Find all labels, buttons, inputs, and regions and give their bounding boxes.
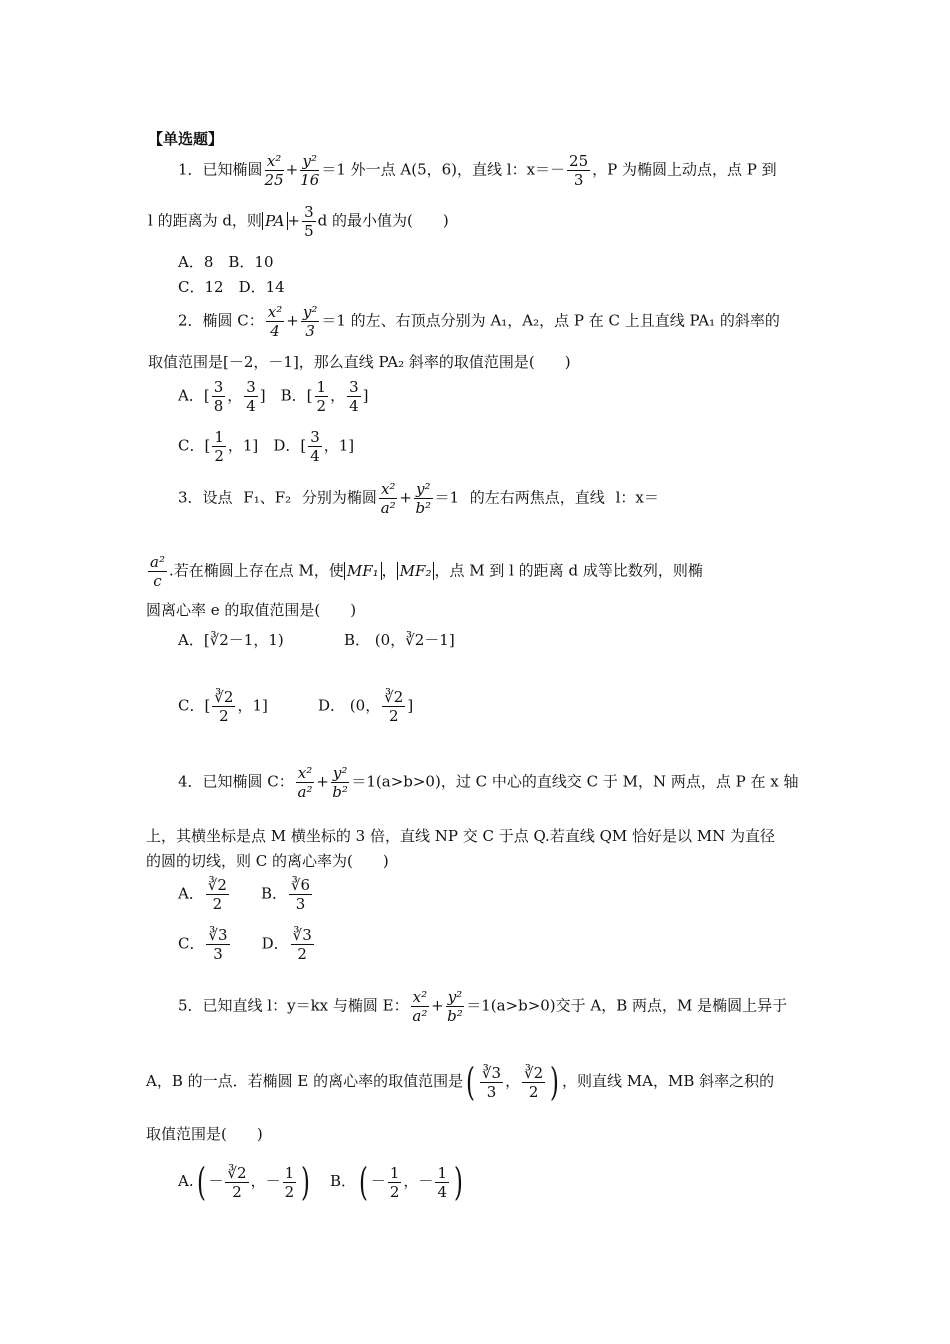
fraction: $\frac{3}{4}$ <box>349 378 359 415</box>
question-3-option-b: B． (0，∛2－1] <box>344 631 455 649</box>
abs-value: PA <box>262 212 288 230</box>
fraction: $\frac{1}{2}$ <box>316 378 327 415</box>
question-3-option-d: D． (0， $\frac{∛2}{2}$ ] <box>318 688 414 725</box>
question-2-line-1: 2．椭圆 C： $\frac{\text{x²}}{4}$ + $\frac{\text{y²}}{3}$ ＝1 的左、右顶点分别为 A₁，A₂，点 P 在 C 上且直线 PA₁ 的斜率的 <box>178 303 780 340</box>
fraction: $\frac{1}{2}$ <box>284 1163 295 1201</box>
fraction: $\frac{3}{8}$ <box>213 378 224 415</box>
fraction: $\frac{∛2}{2}$ <box>214 688 234 725</box>
question-1-line-2: l 的距离为 d，则 PA + $\frac{3}{5}$ d 的最小值为( ) <box>148 203 449 240</box>
fraction: $\frac{∛2}{2}$ <box>207 876 227 913</box>
fraction: $\frac{\text{y²}}{16}$ <box>300 152 320 189</box>
fraction: $\frac{\text{y²}}{3}$ <box>302 303 318 340</box>
question-2-line-2: 取值范围是[－2，－1]，那么直线 PA₂ 斜率的取值范围是( ) <box>148 353 571 371</box>
fraction: $\frac{1}{2}$ <box>389 1163 400 1201</box>
fraction: $\frac{3}{4}$ <box>246 378 256 415</box>
fraction: $\frac{\text{x²}}{\text{a²}}$ <box>412 988 428 1025</box>
question-3-option-a: A．[∛2－1，1) <box>178 631 284 649</box>
abs-value: MF₂ <box>397 562 435 580</box>
section-title: 【单选题】 <box>148 130 224 148</box>
question-4-options-ab: A． $\frac{∛2}{2}$ B． $\frac{∛6}{3}$ <box>178 876 311 913</box>
question-5-option-a: A.( － $\frac{∛2}{2}$ ，－ $\frac{1}{2}$ ) <box>178 1160 310 1204</box>
fraction: $\frac{\text{y²}}{\text{b²}}$ <box>415 480 432 517</box>
question-3-line-2: $\frac{\text{a²}}{c}$ .若在椭圆上存在点 M，使 MF₁ ， MF₂ ，点 M 到 l 的距离 d 成等比数列，则椭 <box>150 553 703 590</box>
fraction: $\frac{∛2}{2}$ <box>227 1163 247 1201</box>
fraction: $\frac{3}{5}$ <box>304 203 314 240</box>
question-2-options-cd: C．[ $\frac{1}{2}$ ，1] D．[ $\frac{3}{4}$ ，1] <box>178 428 355 465</box>
question-3-line-3: 圆离心率 e 的取值范围是( ) <box>146 601 357 619</box>
question-3-line-1: 3．设点 F₁、F₂ 分别为椭圆 $\frac{\text{x²}}{\text{a²}}$ + $\frac{\text{y²}}{\text{b²}}$ ＝1 的左右两焦点，直线 l：x＝ <box>178 480 659 517</box>
fraction: $\frac{25}{3}$ <box>569 152 589 189</box>
fraction: $\frac{\text{y²}}{\text{b²}}$ <box>332 764 348 801</box>
fraction: $\frac{\text{x²}}{25}$ <box>264 152 284 189</box>
question-1-options-cd: C．12 D．14 <box>178 278 285 296</box>
fraction: $\frac{3}{4}$ <box>310 428 320 465</box>
fraction: $\frac{∛2}{2}$ <box>524 1063 544 1101</box>
fraction: $\frac{∛3}{3}$ <box>481 1063 502 1101</box>
fraction: $\frac{∛3}{3}$ <box>208 926 228 963</box>
question-1-options-ab: A．8 B．10 <box>178 253 274 271</box>
question-4-options-cd: C． $\frac{∛3}{3}$ D． $\frac{∛3}{2}$ <box>178 926 312 963</box>
question-5-line-3: 取值范围是( ) <box>146 1125 263 1143</box>
question-1-line-1: 1．已知椭圆 $\frac{\text{x²}}{25}$ + $\frac{\text{y²}}{16}$ ＝1 外一点 A(5，6)，直线 l：x＝－ $\frac{25}{3}$ ，P 为椭圆上动点，点 P 到 <box>178 152 777 189</box>
fraction: $\frac{1}{2}$ <box>214 428 224 465</box>
fraction: $\frac{\text{a²}}{c}$ <box>150 553 165 590</box>
fraction: $\frac{\text{y²}}{\text{b²}}$ <box>447 988 463 1025</box>
question-5-line-1: 5．已知直线 l：y＝kx 与椭圆 E： $\frac{\text{x²}}{\text{a²}}$ + $\frac{\text{y²}}{\text{b²}}$ ＝1(a>b>0)交于 A，B 两点，M 是椭圆上异于 <box>178 988 788 1025</box>
fraction: $\frac{∛6}{3}$ <box>291 876 311 913</box>
abs-value: MF₁ <box>344 562 382 580</box>
fraction: $\frac{∛3}{2}$ <box>292 926 312 963</box>
question-5-line-2: A，B 的一点．若椭圆 E 的离心率的取值范围是( $\frac{∛3}{3}$ ， $\frac{∛2}{2}$ ) ，则直线 MA，MB 斜率之积的 <box>146 1060 775 1104</box>
fraction: $\frac{∛2}{2}$ <box>384 688 404 725</box>
question-5-option-b: B．( － $\frac{1}{2}$ ，－ $\frac{1}{4}$ ) <box>330 1160 463 1204</box>
question-4-line-3: 的圆的切线，则 C 的离心率为( ) <box>146 852 389 870</box>
question-2-options-ab: A．[ $\frac{3}{8}$ ， $\frac{3}{4}$ ] B．[ $\frac{1}{2}$ ， $\frac{3}{4}$ ] <box>178 378 369 415</box>
fraction: $\frac{\text{x²}}{\text{a²}}$ <box>380 480 396 517</box>
question-3-option-c: C．[ $\frac{∛2}{2}$ ，1] <box>178 688 268 725</box>
fraction: $\frac{\text{x²}}{\text{a²}}$ <box>297 764 313 801</box>
fraction: $\frac{1}{4}$ <box>437 1163 447 1201</box>
question-4-line-2: 上，其横坐标是点 M 横坐标的 3 倍，直线 NP 交 C 于点 Q.若直线 QM 恰好是以 MN 为直径 <box>146 827 776 845</box>
fraction: $\frac{\text{x²}}{4}$ <box>267 303 283 340</box>
question-4-line-1: 4．已知椭圆 C： $\frac{\text{x²}}{\text{a²}}$ + $\frac{\text{y²}}{\text{b²}}$ ＝1(a>b>0)，过 C 中心的直线交 C 于 M，N 两点，点 P 在 x 轴 <box>178 764 799 801</box>
